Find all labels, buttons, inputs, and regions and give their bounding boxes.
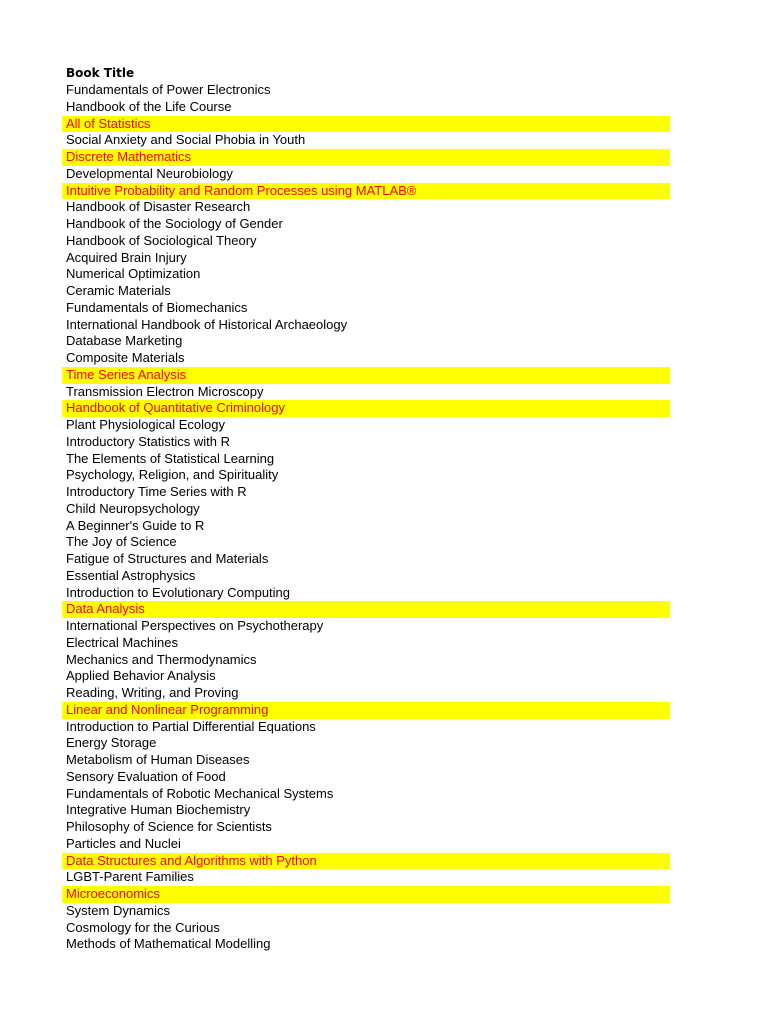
book-title-row: Philosophy of Science for Scientists [66, 819, 272, 834]
book-title-row: Essential Astrophysics [66, 567, 196, 583]
highlighted-book-title-row: All of Statistics [62, 116, 670, 133]
book-title-row: Energy Storage [66, 735, 157, 751]
book-title-row: Fatigue of Structures and Materials [66, 551, 269, 566]
highlighted-book-title-row: Time Series Analysis [62, 367, 670, 384]
book-title-row: Numerical Optimization [66, 266, 201, 282]
book-title-row: Sensory Evaluation of Food [66, 768, 226, 784]
book-title-row: Integrative Human Biochemistry [66, 802, 251, 818]
book-title-row: Reading, Writing, and Proving [66, 685, 239, 700]
book-title-row: Transmission Electron Microscopy [66, 383, 264, 399]
highlighted-book-title-row: Microeconomics [62, 886, 670, 903]
book-title-row: Introductory Time Series with R [66, 484, 247, 499]
book-title-row: Acquired Brain Injury [66, 249, 187, 265]
book-title-row: Social Anxiety and Social Phobia in Youth [66, 132, 306, 148]
book-title-row: Introduction to Partial Differential Equations [66, 718, 316, 734]
highlighted-book-title-row: Linear and Nonlinear Programming [62, 702, 670, 719]
book-title-row: Composite Materials [66, 350, 185, 365]
book-title-row: Developmental Neurobiology [66, 165, 233, 181]
book-title-row: Cosmology for the Curious [66, 919, 220, 935]
book-title-row: Handbook of Sociological Theory [66, 232, 257, 248]
book-title-row: Plant Physiological Ecology [66, 417, 225, 432]
book-title-row: System Dynamics [66, 902, 171, 918]
book-title-row: Psychology, Religion, and Spirituality [66, 467, 279, 483]
book-title-row: Electrical Machines [66, 634, 178, 650]
book-title-row: Handbook of the Sociology of Gender [66, 216, 283, 231]
book-title-row: Fundamentals of Power Electronics [66, 82, 271, 97]
column-header-book-title: Book Title [66, 66, 135, 80]
book-title-row: Child Neuropsychology [66, 500, 200, 516]
book-title-row: Database Marketing [66, 333, 183, 349]
book-title-row: International Perspectives on Psychotherapy [66, 618, 324, 633]
book-title-row: Particles and Nuclei [66, 835, 181, 851]
book-title-row: Handbook of the Life Course [66, 98, 232, 114]
book-title-sheet [62, 65, 670, 953]
book-title-row: Ceramic Materials [66, 283, 171, 298]
book-title-row: Metabolism of Human Diseases [66, 752, 250, 767]
book-title-list [62, 82, 670, 953]
highlighted-book-title-row: Discrete Mathematics [62, 149, 670, 166]
book-title-row: LGBT-Parent Families [66, 869, 194, 885]
highlighted-book-title-row: Data Structures and Algorithms with Python [62, 853, 670, 870]
book-title-row: A Beginner's Guide to R [66, 517, 205, 533]
book-title-row: Fundamentals of Robotic Mechanical Systems [66, 785, 334, 801]
highlighted-book-title-row: Handbook of Quantitative Criminology [62, 400, 670, 417]
highlighted-book-title-row: Data Analysis [62, 601, 670, 618]
book-title-row: Mechanics and Thermodynamics [66, 651, 257, 667]
book-title-row: Handbook of Disaster Research [66, 199, 251, 215]
book-title-row: Fundamentals of Biomechanics [66, 299, 248, 315]
book-title-row: Introduction to Evolutionary Computing [66, 584, 291, 600]
book-title-row: The Elements of Statistical Learning [66, 450, 275, 466]
book-title-row: Introductory Statistics with R [66, 433, 230, 449]
book-title-row: Methods of Mathematical Modelling [66, 936, 271, 952]
book-title-row: The Joy of Science [66, 534, 177, 550]
highlighted-book-title-row: Intuitive Probability and Random Processes using MATLAB® [62, 183, 670, 200]
book-title-row: International Handbook of Historical Archaeology [66, 316, 348, 332]
book-title-row: Applied Behavior Analysis [66, 668, 216, 684]
